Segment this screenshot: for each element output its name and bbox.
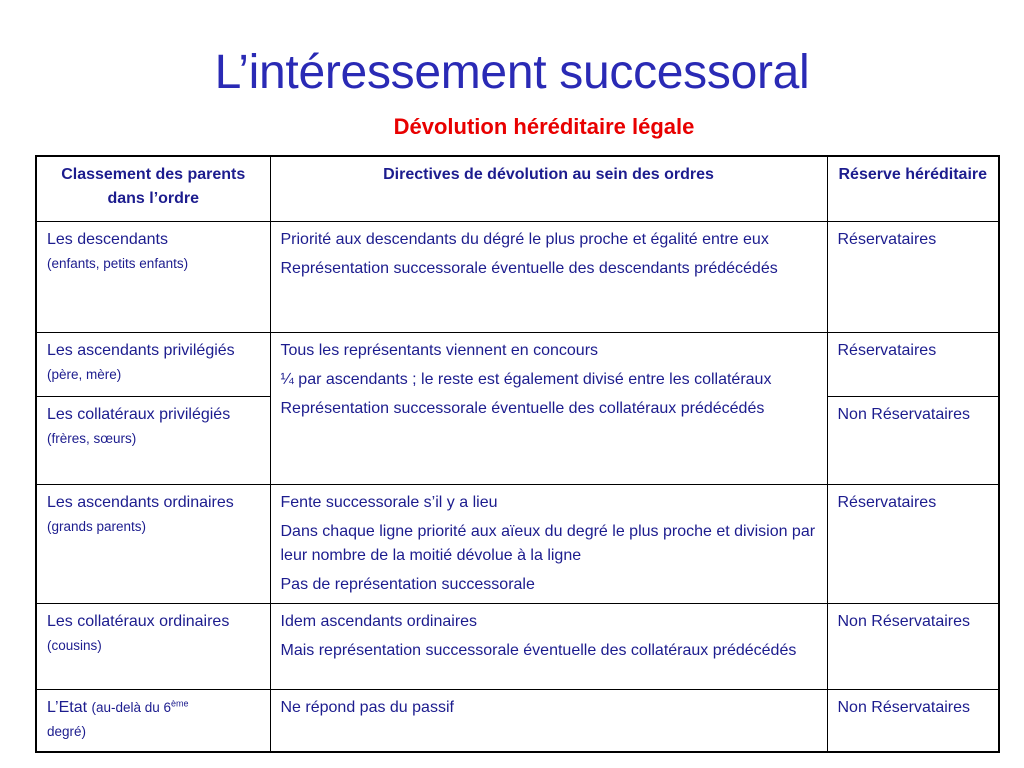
table-row [36, 485, 999, 604]
directive-line: Représentation successorale éventuelle des collatéraux prédécédés [280, 400, 765, 417]
row-detail-start: (au-delà du 6 [91, 700, 172, 715]
directive-line: Priorité aux descendants du dégré le plus proche et égalité entre eux [280, 231, 769, 248]
cell-classement [36, 222, 270, 333]
cell-classement [36, 397, 270, 485]
cell-directives [270, 604, 827, 690]
cell-classement [36, 485, 270, 604]
row-detail: (enfants, petits enfants) [47, 256, 189, 271]
cell-reserve: Non Réservataires [827, 397, 999, 485]
row-name: Les descendants [47, 231, 168, 248]
row-name: L’Etat [47, 699, 88, 716]
devolution-table [35, 155, 1000, 753]
cell-directives [270, 485, 827, 604]
cell-directives [270, 333, 827, 485]
cell-classement [36, 333, 270, 397]
row-name: Les ascendants privilégiés [47, 342, 235, 359]
directive-line: Fente successorale s’il y a lieu [280, 494, 498, 511]
row-detail: (frères, sœurs) [47, 431, 137, 446]
header-directives: Directives de dévolution au sein des ordres [270, 156, 827, 222]
cell-reserve: Réservataires [827, 222, 999, 333]
directive-line: Idem ascendants ordinaires [280, 613, 478, 630]
table-header-row [36, 156, 999, 222]
directive-line: ¼ par ascendants ; le reste est également divisé entre les collatéraux [280, 371, 772, 388]
directive-line: Ne répond pas du passif [280, 699, 454, 716]
header-classement: Classement des parents dans l’ordre [36, 156, 270, 222]
row-detail-end: degré) [47, 724, 87, 739]
cell-directives [270, 222, 827, 333]
row-name: Les collatéraux privilégiés [47, 406, 231, 423]
row-detail: (père, mère) [47, 367, 122, 382]
slide-subtitle: Dévolution héréditaire légale [393, 114, 695, 139]
row-detail: (grands parents) [47, 519, 147, 534]
slide-title: L’intéressement successoral [214, 46, 810, 99]
table-row [36, 222, 999, 333]
directive-line: Pas de représentation successorale [280, 576, 535, 593]
table-row [36, 333, 999, 397]
row-detail: (cousins) [47, 638, 102, 653]
row-detail-superscript: ème [171, 698, 189, 709]
directive-line: Tous les représentants viennent en concours [280, 342, 599, 359]
directive-line: Mais représentation successorale éventuelle des collatéraux prédécédés [280, 642, 797, 659]
table-row [36, 690, 999, 752]
cell-classement [36, 604, 270, 690]
directive-line: Représentation successorale éventuelle des descendants prédécédés [280, 260, 778, 277]
row-name: Les ascendants ordinaires [47, 494, 234, 511]
directive-line: Dans chaque ligne priorité aux aïeux du degré le plus proche et division par leur nombre de la moitié dévolue à la ligne [280, 523, 816, 564]
table-row [36, 604, 999, 690]
header-reserve: Réserve héréditaire [827, 156, 999, 222]
cell-reserve: Réservataires [827, 333, 999, 397]
cell-reserve: Non Réservataires [827, 690, 999, 752]
cell-directives [270, 690, 827, 752]
cell-reserve: Réservataires [827, 485, 999, 604]
cell-reserve: Non Réservataires [827, 604, 999, 690]
cell-classement [36, 690, 270, 752]
row-name: Les collatéraux ordinaires [47, 613, 230, 630]
